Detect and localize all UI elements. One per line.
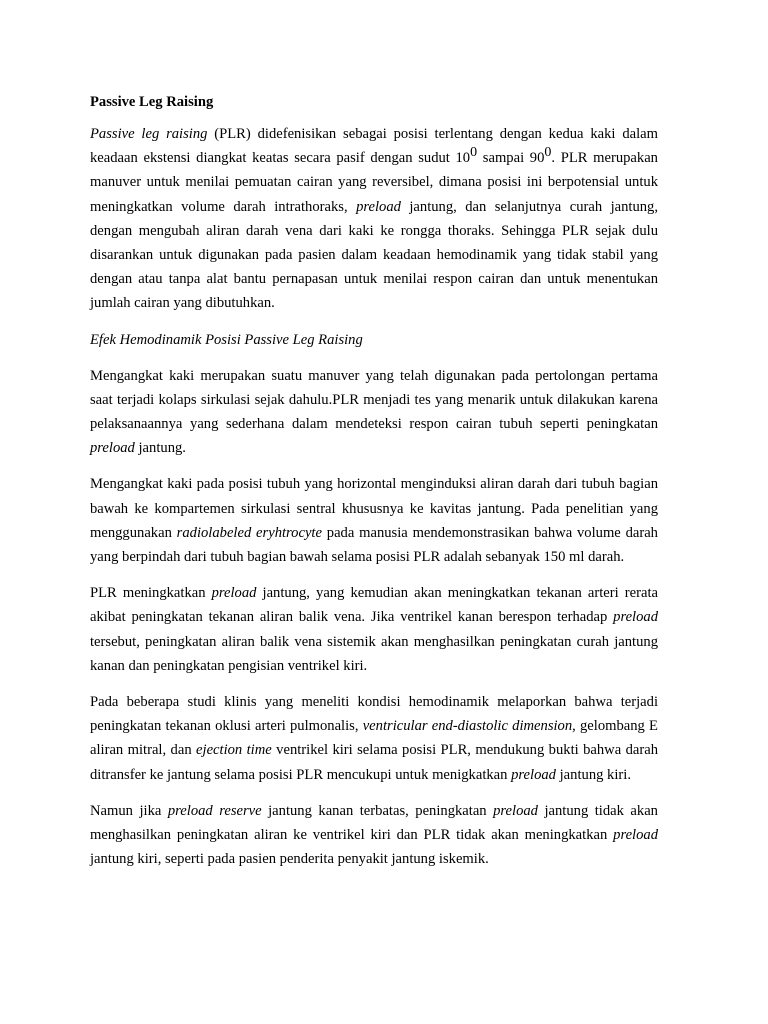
text-span: pada manusia mendemonstrasikan bahwa volume darah yang berpindah dari tubuh bagian bawah selama posisi PLR adalah sebanyak 150 ml darah. bbox=[90, 524, 658, 566]
text-span: jantung tidak akan menghasilkan peningkatan aliran ke ventrikel kiri dan PLR tidak akan meningkatkan bbox=[90, 802, 658, 844]
paragraph-first-aid bbox=[90, 364, 658, 461]
paragraph-preload-reserve bbox=[90, 799, 658, 872]
text-span: jantung kiri, seperti pada pasien penderita penyakit jantung iskemik. bbox=[90, 851, 489, 868]
paragraph-clinical-studies bbox=[90, 690, 658, 787]
text-span: PLR meningkatkan bbox=[90, 585, 212, 602]
text-span: . PLR merupakan manuver untuk menilai pemuatan cairan yang reversibel, dimana posisi ini berpotensial untuk meningkatkan volume darah intrathoraks, bbox=[90, 150, 658, 215]
text-span: , gelombang E aliran mitral, dan bbox=[90, 718, 658, 759]
paragraph-preload bbox=[90, 581, 658, 678]
text-span: Mengangkat kaki merupakan suatu manuver yang telah digunakan pada pertolongan pertama saat terjadi kolaps sirkulasi sejak dahulu.PLR menjadi tes yang menarik untuk dilakukan karena pelaksanaannya yang sederhana dalam mendeteksi respon cairan tubuh seperti peningkatan bbox=[90, 367, 658, 433]
text-span: preload bbox=[211, 585, 257, 602]
superscript-degree: 0 bbox=[470, 145, 478, 161]
text-span: jantung, dan selanjutnya curah jantung, dengan mengubah aliran darah vena dari kaki ke rongga thoraks. Sehingga PLR sejak dulu disarankan untuk digunakan pada pasien dalam keadaan hemodinamik yang tidak stabil yang dengan atau tanpa alat bantu pernapasan untuk menilai respon cairan dan untuk menentukan jumlah cairan yang dibutuhkan. bbox=[90, 198, 659, 312]
text-span: Passive leg raising bbox=[90, 126, 208, 142]
text-span: jantung. bbox=[134, 440, 186, 457]
text-span: tersebut, peningkatan aliran balik vena sistemik akan menghasilkan peningkatan curah jantung kanan dan peningkatan pengisian ventrikel kiri. bbox=[90, 633, 658, 674]
section-subheading: Efek Hemodinamik Posisi Passive Leg Raising bbox=[90, 331, 363, 348]
text-span: preload bbox=[511, 766, 556, 783]
text-span: sampai 90 bbox=[477, 150, 545, 167]
document-page bbox=[90, 90, 658, 883]
text-span: ventricular end-diastolic dimension bbox=[362, 718, 573, 735]
text-span: (PLR) didefenisikan sebagai posisi terlentang dengan kedua kaki dalam keadaan ekstensi diangkat keatas secara pasif dengan sudut 10 bbox=[90, 126, 658, 167]
text-span: preload bbox=[356, 198, 401, 215]
text-span: preload bbox=[493, 802, 538, 819]
text-span: jantung kanan terbatas, peningkatan bbox=[261, 802, 494, 819]
paragraph-definition bbox=[90, 122, 658, 316]
text-span: Pada beberapa studi klinis yang meneliti kondisi hemodinamik melaporkan bahwa terjadi peningkatan tekanan oklusi arteri pulmonalis, bbox=[90, 694, 658, 735]
document-title: Passive Leg Raising bbox=[90, 94, 214, 110]
text-span: preload bbox=[613, 827, 658, 844]
text-span: jantung kiri. bbox=[555, 766, 631, 783]
text-span: ventrikel kiri selama posisi PLR, mendukung bukti bahwa darah ditransfer ke jantung selama posisi PLR mencukupi untuk menigkatkan bbox=[90, 742, 658, 783]
text-span: preload bbox=[90, 440, 135, 457]
text-span: Namun jika bbox=[90, 802, 168, 819]
text-span: preload bbox=[613, 609, 658, 626]
paragraph-blood-flow bbox=[90, 472, 658, 569]
text-span: radiolabeled eryhtrocyte bbox=[176, 524, 322, 541]
text-span: jantung, yang kemudian akan meningkatkan tekanan arteri rerata akibat peningkatan tekanan aliran balik vena. Jika ventrikel kanan berespon terhadap bbox=[90, 585, 658, 626]
text-span: preload reserve bbox=[167, 802, 262, 819]
text-span: ejection time bbox=[196, 742, 272, 759]
text-span: Mengangkat kaki pada posisi tubuh yang horizontal menginduksi aliran darah dari tubuh bagian bawah ke kompartemen sirkulasi sentral khususnya ke kavitas jantung. Pada penelitian yang menggunakan bbox=[90, 476, 658, 541]
superscript-degree: 0 bbox=[544, 145, 552, 161]
